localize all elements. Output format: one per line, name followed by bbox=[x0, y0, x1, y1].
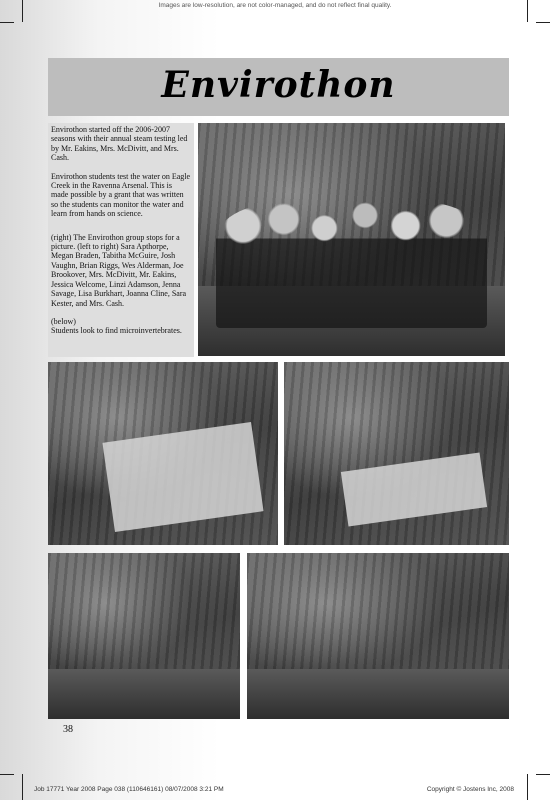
photo-students-sorting-sample bbox=[48, 362, 278, 545]
group-caption: (right) The Envirothon group stops for a picture. (left to right) Sara Apthorpe, Megan Braden, Tabitha McGuire, Josh Vaughn, Brian Riggs, Wes Alderman, Joe Brookover, Mrs. McDivitt, Mr. Eakins, Jessica Welcome, Linzi Adamson, Jenna Savage, Lisa Burkhart, Joanna Cline, Sara Kester, and Mrs. Cash. bbox=[51, 232, 187, 308]
group-photo bbox=[198, 123, 505, 356]
creek-paragraph: Envirothon students test the water on Eagle Creek in the Ravenna Arsenal. This is made possible by a grant that was written so the students can monitor the water and learn from hands on science. bbox=[51, 171, 191, 219]
footer-copyright: Copyright © Jostens Inc, 2008 bbox=[426, 786, 514, 793]
footer-job-info: Job 17771 Year 2008 Page 038 (110646161) 08/07/2008 3:21 PM bbox=[34, 786, 224, 793]
crop-mark bbox=[0, 774, 14, 775]
crop-mark bbox=[536, 22, 550, 23]
below-caption: (below) Students look to find microinvertebrates. bbox=[51, 316, 182, 336]
title-banner bbox=[48, 58, 509, 116]
photo-students-in-stream bbox=[48, 553, 240, 719]
page-number: 38 bbox=[63, 724, 73, 735]
crop-mark bbox=[22, 774, 23, 800]
crop-mark bbox=[527, 774, 528, 800]
photo-students-at-creek-bank bbox=[284, 362, 509, 545]
intro-paragraph: Envirothon started off the 2006-2007 seasons with their annual steam testing led by Mr. Eakins, Mrs. McDivitt, and Mrs. Cash. bbox=[51, 125, 188, 163]
low-resolution-notice: Images are low-resolution, are not color-managed, and do not reflect final quality. bbox=[158, 2, 392, 9]
crop-mark bbox=[22, 0, 23, 22]
photo-students-with-clipboards bbox=[247, 553, 509, 719]
caption-text-block bbox=[48, 123, 194, 357]
crop-mark bbox=[0, 22, 14, 23]
crop-mark bbox=[536, 774, 550, 775]
page-title: Envirothon bbox=[161, 64, 396, 106]
crop-mark bbox=[527, 0, 528, 22]
